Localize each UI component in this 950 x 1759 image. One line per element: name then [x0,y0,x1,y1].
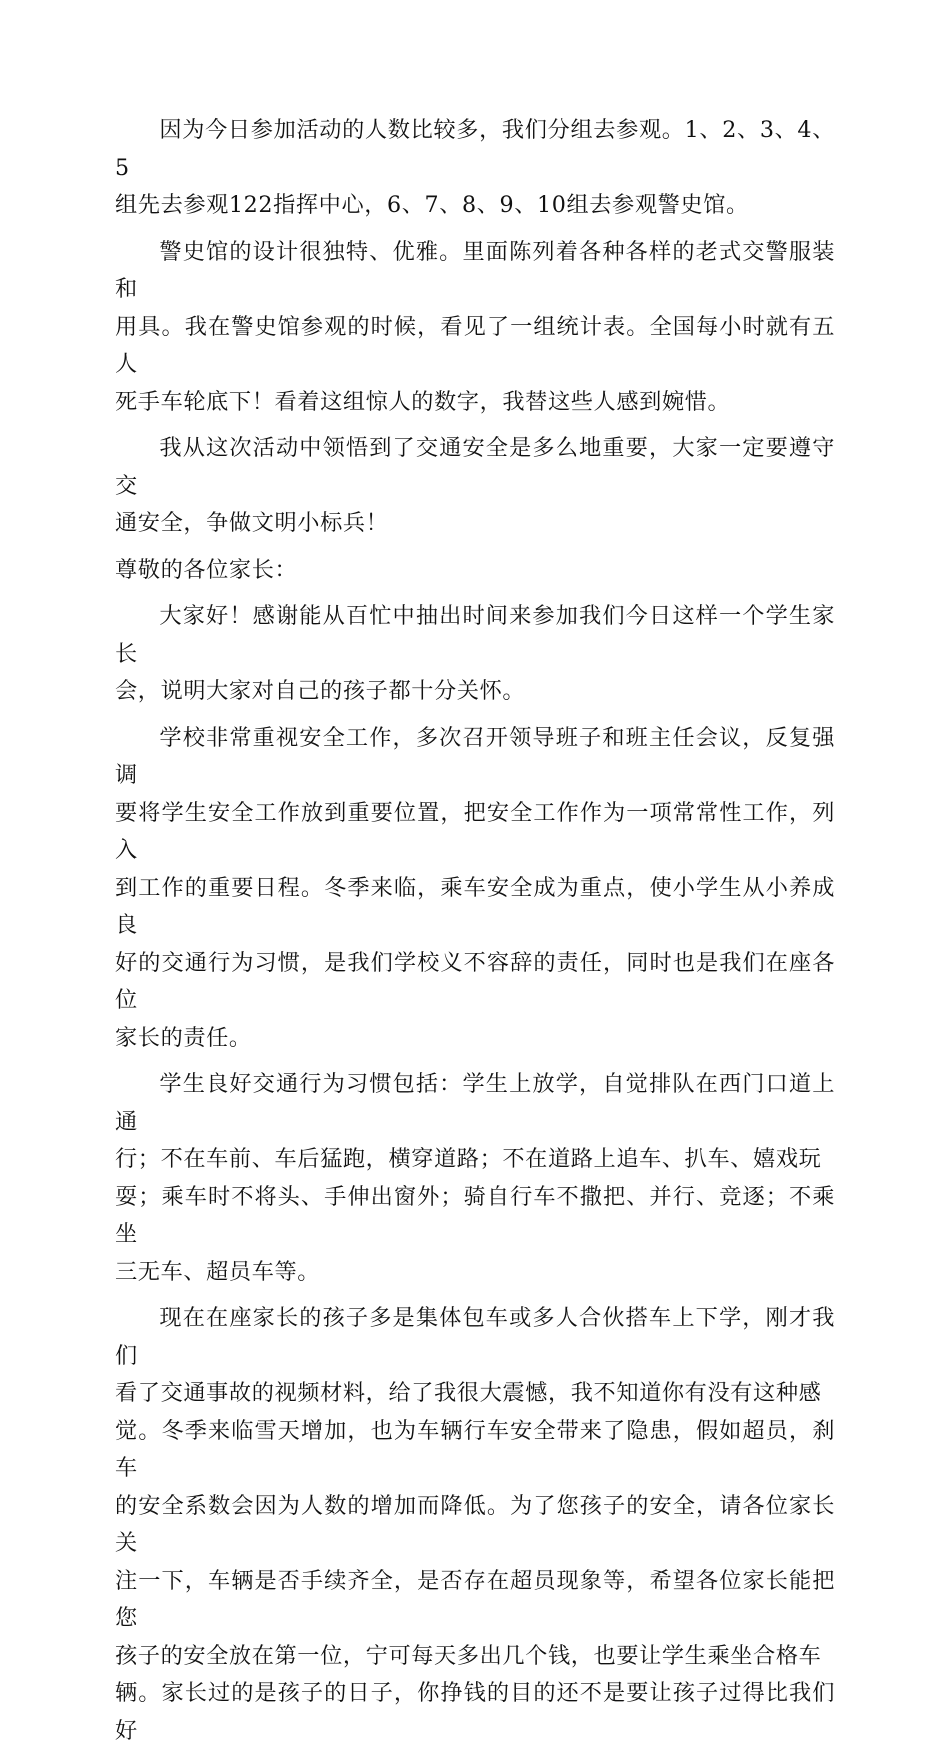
paragraph-good-habits: 学生良好交通行为习惯包括：学生上放学，自觉排队在西门口道上通 行；不在车前、车后猛跑，横穿道路；不在道路上追车、扒车、嬉戏玩 耍；乘车时不将头、手伸出窗外；骑自行车不撒把、并行、竞逐；不乘坐 三无车、超员车等。 [115,1071,835,1285]
paragraph-school-safety: 学校非常重视安全工作，多次召开领导班子和班主任会议，反复强调 要将学生安全工作放到重要位置，把安全工作作为一项常常性工作，列入 到工作的重要日程。冬季来临，乘车安全成为重点，使小学生从小养成良 好的交通行为习惯，是我们学校义不容辞的责任，同时也是我们在座各位 家长的责任。 [115,724,835,1051]
salutation: 尊敬的各位家长： [115,556,298,583]
paragraph-traffic-lesson: 我从这次活动中领悟到了交通安全是多么地重要，大家一定要遵守交 通安全，争做文明小标兵！ [115,435,835,536]
paragraph-greeting: 大家好！感谢能从百忙中抽出时间来参加我们今日这样一个学生家长 会，说明大家对自己的孩子都十分关怀。 [115,603,835,704]
paragraph-police-museum: 警史馆的设计很独特、优雅。里面陈列着各种各样的老式交警服装和 用具。我在警史馆参观的时候，看见了一组统计表。全国每小时就有五人 死手车轮底下！看着这组惊人的数字，我替这些人感到婉惜。 [115,238,835,415]
paragraph-activity-groups: 因为今日参加活动的人数比较多，我们分组去参观。1、2、3、4、5 组先去参观122指挥中心，6、7、8、9、10组去参观警史馆。 [115,117,835,218]
paragraph-carpool-safety: 现在在座家长的孩子多是集体包车或多人合伙搭车上下学，刚才我们 看了交通事故的视频材料，给了我很大震憾，我不知道你有没有这种感 觉。冬季来临雪天增加，也为车辆行车安全带来了隐患，假如超员，刹车 的安全系数会因为人数的增加而降低。为了您孩子的安全，请各位家长关 注一下，车辆是否手续齐全，是否存在超员现象等，希望各位家长能把您 孩子的安全放在第一位，宁可每天多出几个钱，也要让学生乘坐合格车 辆。家长过的是孩子的日子，你挣钱的目的还不是要让孩子过得比我们好 [115,1305,835,1744]
document-body [115,112,835,1759]
